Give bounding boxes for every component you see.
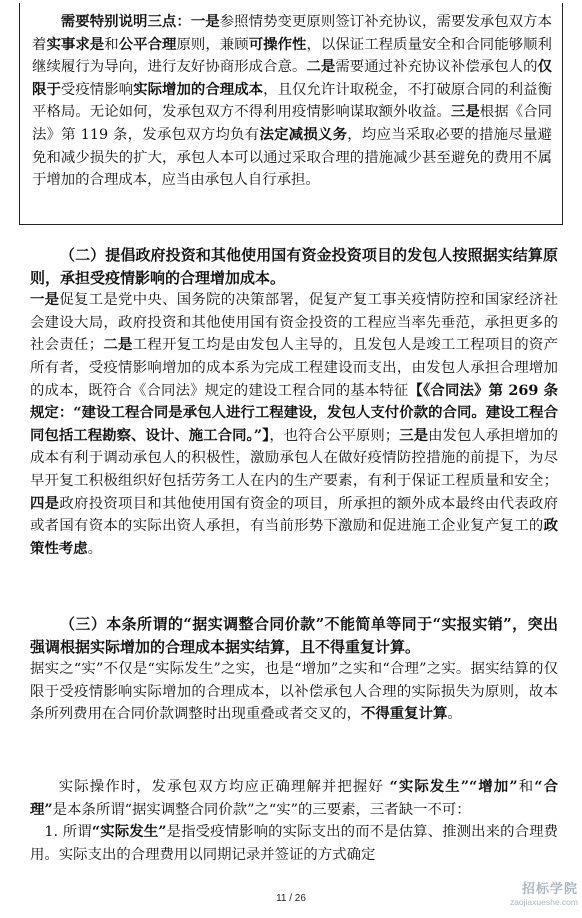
text-run: 原则，兼顾 (176, 36, 249, 53)
text-run: 1. 所谓 (44, 824, 92, 841)
section-practice (30, 776, 558, 866)
text-run: 由发包人承担增加的成本有利于调动承包人的积极性，激励承包人在做好疫情防控措施的前提下，为尽早开复工积极组织好包括劳务工人在内的生产要素，有利于保证工程质量和安全； (30, 427, 558, 489)
text-run: ，且仅允许计取税金，不打破原合同的利益衡平格局。无论如何，发承包双方不得利用疫情影响谋取额外收益。 (32, 81, 552, 121)
text-run: ，均应当采取必要的措施尽量避免和减少损失的扩大，承包人本可以通过采取合理的措施减少甚至避免的费用不属于增加的合理成本，应当由承包人自行承担。 (32, 126, 552, 189)
text-run: 政府投资项目和其他使用国有资金的项目，所承担的额外成本最终由代表政府或者国有资本的实际出资人承担，有当前形势下激励和促进施工企业复产复工的 (30, 495, 558, 535)
text-run: 是指受疫情影响的实际支出的而不是估算、推测出来的合理费用。实际支出的合理费用以同期记录并签证的方式确定 (30, 824, 558, 863)
text-run: 实际操作时，发承包双方均应正确理解并把握好 (58, 779, 390, 795)
bold-text-run: 三是 (399, 426, 429, 444)
bold-text-run: “合理” (30, 778, 558, 818)
text-run: ，以保证工程质量安全和合同能够顺利继续履行为导向，进行友好协商形成合意。 (32, 36, 552, 76)
bold-text-run: “实际发生” (91, 823, 167, 841)
bold-text-run: 实事求是 (46, 35, 105, 53)
bold-text-run: 【《合同法》第 269 条规定：“建设工程合同是承包人进行工程建设，发包人支付价款的合同。建设工程合同包括工程勘察、设计、施工合同。”】 (30, 381, 558, 444)
watermark-title: 招标学院 (521, 881, 578, 896)
bold-text-run: 需要特别说明三点： (60, 13, 191, 30)
practice-item-1 (30, 821, 558, 866)
practice-intro (30, 776, 558, 821)
bold-text-run: 二是 (103, 336, 133, 354)
text-run: ，也符合公平原则； (269, 427, 400, 444)
text-run: 。 (447, 706, 462, 723)
text-run: 受疫情影响 (60, 81, 134, 98)
bold-text-run: 可操作性 (248, 35, 307, 53)
text-run: 根据《合同法》第 119 条，发承包双方均负有 (32, 104, 552, 143)
text-run: 和 (517, 779, 535, 795)
bold-text-run: 法定减损义务 (259, 125, 348, 143)
special-notes-box (19, 3, 563, 225)
text-run: 据实之“实”不仅是“实际发生”之实，也是“增加”之实和“合理”之实。据实结算的仅限于受疫情影响实际增加的合理成本，以补偿承包人合理的实际损失为原则，故本条所列费用在合同价款调整时出现重叠或者交叉的， (30, 661, 558, 723)
text-run: 需要通过补充协议补偿承包人的 (335, 59, 538, 76)
text-run: 。 (87, 540, 102, 557)
bold-text-run: 实际增加的合理成本 (133, 80, 264, 98)
bold-text-run: 一是 (30, 291, 60, 309)
text-run: 促复工是党中央、国务院的决策部署，促复产复工事关疫情防控和国家经济社会建设大局，政府投资和其他使用国有资金投资的工程应当率先垂范，承担更多的社会责任； (30, 292, 558, 354)
bold-text-run: 政策性考虑 (30, 517, 558, 557)
bold-text-run: “实际发生”“增加” (389, 778, 518, 795)
bold-text-run: 四是 (30, 494, 60, 512)
bold-text-run: 不得重复计算 (361, 705, 448, 723)
bold-text-run: 公平合理 (118, 35, 177, 53)
section-3-body (30, 658, 558, 726)
bold-text-run: 一是 (190, 13, 220, 30)
section-3-heading: （三）本条所谓的“据实调整合同价款”不能简单等同于“实报实销”，突出强调根据实际增加的合理成本据实结算，且不得重复计算。 (30, 615, 558, 656)
bold-text-run: 二是 (306, 58, 336, 76)
text-run: 和 (104, 36, 119, 53)
watermark-url: zaojiaxueshe.com (509, 897, 578, 907)
text-run: 工程开复工均是由发包人主导的，且发包人是竣工工程项目的资产所有者，受疫情影响增加的成本系为完成工程建设而支出，由发包人承担合理增加的成本，既符合《合同法》规定的建设工程合同的基本特征 (30, 337, 558, 399)
watermark-logo (474, 878, 578, 914)
section-2-body (30, 289, 558, 560)
section-2 (30, 244, 558, 560)
special-notes-paragraph (32, 11, 552, 192)
section-2-heading: （二）提倡政府投资和其他使用国有资金投资项目的发包人按照据实结算原则，承担受疫情影响的合理增加成本。 (30, 246, 558, 287)
bold-text-run: 仅限于 (32, 58, 552, 98)
section-3 (30, 613, 558, 726)
text-run: 参照情势变更原则签订补充协议，需要发承包双方本着 (32, 14, 552, 53)
bold-text-run: 三是 (450, 103, 480, 121)
text-run: 是本条所谓“据实调整合同价款”之“实”的三要素，三者缺一不可： (52, 801, 471, 818)
page-number: 11 / 26 (276, 893, 306, 904)
